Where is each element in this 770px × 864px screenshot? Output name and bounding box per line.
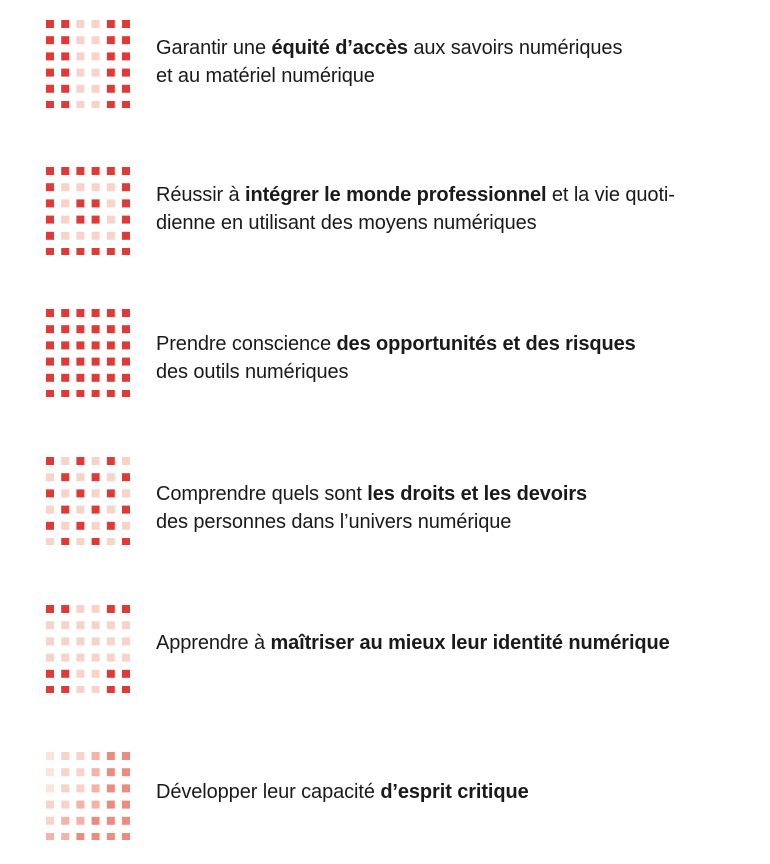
grid-square: [122, 752, 130, 760]
grid-square: [76, 833, 84, 840]
grid-square: [76, 621, 84, 629]
grid-square: [92, 621, 100, 629]
grid-square: [107, 199, 115, 207]
grid-square: [46, 52, 54, 60]
grid-square: [61, 390, 69, 397]
grid-square: [107, 784, 115, 792]
grid-square: [107, 358, 115, 366]
grid-square: [46, 36, 54, 44]
grid-square: [46, 457, 54, 465]
grid-square: [122, 457, 130, 465]
grid-square: [107, 341, 115, 349]
grid-square: [92, 85, 100, 93]
grid-square: [92, 69, 100, 77]
grid-square: [61, 248, 69, 255]
grid-square: [46, 489, 54, 497]
grid-square: [61, 85, 69, 93]
grid-square: [107, 232, 115, 240]
grid-square: [76, 752, 84, 760]
grid-square: [61, 473, 69, 481]
grid-square: [122, 85, 130, 93]
grid-square: [107, 216, 115, 224]
grid-square: [107, 801, 115, 809]
grid-square: [76, 101, 84, 108]
grid-square: [76, 654, 84, 662]
grid-square: [61, 768, 69, 776]
grid-square: [107, 69, 115, 77]
grid-square: [122, 473, 130, 481]
grid-square: [107, 522, 115, 530]
grid-square: [92, 325, 100, 333]
grid-square: [61, 654, 69, 662]
grid-square: [122, 358, 130, 366]
grid-square: [61, 358, 69, 366]
grid-square: [61, 637, 69, 645]
dot-grid-icon: [44, 455, 134, 545]
grid-square: [46, 167, 54, 175]
grid-square: [107, 621, 115, 629]
grid-square: [61, 341, 69, 349]
grid-square: [46, 605, 54, 613]
grid-square: [107, 817, 115, 825]
grid-square: [92, 358, 100, 366]
grid-square: [107, 248, 115, 255]
grid-square: [122, 167, 130, 175]
grid-square: [61, 752, 69, 760]
grid-square: [76, 374, 84, 382]
grid-square: [76, 167, 84, 175]
grid-square: [107, 325, 115, 333]
grid-square: [61, 522, 69, 530]
grid-square: [61, 686, 69, 693]
grid-square: [46, 784, 54, 792]
grid-square: [46, 506, 54, 514]
grid-square: [107, 309, 115, 317]
objective-item-2: [44, 165, 734, 255]
dot-grid-icon: [44, 603, 134, 693]
grid-square: [76, 341, 84, 349]
grid-square: [107, 390, 115, 397]
grid-square: [122, 670, 130, 678]
grid-square: [107, 52, 115, 60]
grid-square: [107, 167, 115, 175]
grid-square: [92, 605, 100, 613]
grid-square: [76, 85, 84, 93]
grid-square: [46, 85, 54, 93]
grid-square: [46, 101, 54, 108]
grid-square: [76, 20, 84, 28]
grid-square: [122, 20, 130, 28]
grid-square: [92, 817, 100, 825]
grid-square: [61, 216, 69, 224]
grid-square: [61, 538, 69, 545]
grid-square: [46, 199, 54, 207]
grid-square: [92, 637, 100, 645]
grid-square: [76, 784, 84, 792]
grid-square: [92, 232, 100, 240]
grid-square: [76, 309, 84, 317]
grid-square: [92, 506, 100, 514]
grid-square: [61, 199, 69, 207]
grid-square: [92, 101, 100, 108]
grid-square: [107, 768, 115, 776]
grid-square: [46, 833, 54, 840]
grid-square: [61, 167, 69, 175]
grid-square: [92, 686, 100, 693]
grid-square: [107, 183, 115, 191]
grid-square: [122, 390, 130, 397]
grid-square: [46, 768, 54, 776]
grid-square: [76, 637, 84, 645]
grid-square: [76, 506, 84, 514]
grid-square: [61, 325, 69, 333]
grid-square: [107, 457, 115, 465]
grid-square: [76, 69, 84, 77]
grid-square: [46, 232, 54, 240]
grid-square: [61, 183, 69, 191]
grid-square: [122, 817, 130, 825]
objective-text-4: Comprendre quels sont les droits et les devoirs des personnes dans l’univers numérique: [156, 483, 588, 533]
grid-square: [76, 605, 84, 613]
grid-square: [107, 637, 115, 645]
objective-item-6: [44, 750, 734, 840]
grid-square: [107, 101, 115, 108]
grid-square: [61, 101, 69, 108]
grid-square: [122, 621, 130, 629]
grid-square: [46, 216, 54, 224]
grid-square: [46, 473, 54, 481]
grid-square: [107, 833, 115, 840]
grid-square: [122, 69, 130, 77]
grid-square: [122, 801, 130, 809]
grid-square: [122, 52, 130, 60]
grid-square: [92, 538, 100, 545]
objective-text-2: Réussir à intégrer le monde professionnel et la vie quoti- dienne en utilisant des moyens numériques: [156, 184, 675, 234]
dot-grid-icon: [44, 750, 134, 840]
grid-square: [76, 199, 84, 207]
objective-text-1: Garantir une équité d’accès aux savoirs numériques et au matériel numérique: [156, 37, 623, 87]
grid-square: [92, 457, 100, 465]
grid-square: [61, 36, 69, 44]
grid-square: [122, 341, 130, 349]
grid-square: [107, 670, 115, 678]
grid-square: [46, 325, 54, 333]
grid-square: [122, 605, 130, 613]
grid-square: [122, 199, 130, 207]
grid-square: [107, 489, 115, 497]
grid-square: [122, 506, 130, 514]
grid-square: [61, 309, 69, 317]
grid-square: [122, 489, 130, 497]
objective-item-4: [44, 455, 734, 545]
grid-square: [46, 538, 54, 545]
grid-square: [122, 768, 130, 776]
grid-square: [46, 752, 54, 760]
grid-square: [76, 489, 84, 497]
grid-square: [46, 637, 54, 645]
grid-square: [122, 325, 130, 333]
grid-square: [92, 522, 100, 530]
grid-square: [61, 20, 69, 28]
grid-square: [46, 358, 54, 366]
grid-square: [92, 801, 100, 809]
grid-square: [61, 621, 69, 629]
grid-square: [46, 69, 54, 77]
objective-item-3: [44, 307, 734, 397]
objective-text-6: Développer leur capacité d’esprit critique: [156, 781, 529, 803]
grid-square: [61, 817, 69, 825]
grid-square: [92, 374, 100, 382]
grid-square: [46, 686, 54, 693]
grid-square: [107, 374, 115, 382]
grid-square: [46, 621, 54, 629]
grid-square: [122, 309, 130, 317]
grid-square: [92, 784, 100, 792]
grid-square: [92, 670, 100, 678]
grid-square: [61, 52, 69, 60]
grid-square: [61, 457, 69, 465]
dot-grid-icon: [44, 307, 134, 397]
grid-square: [46, 390, 54, 397]
grid-square: [76, 801, 84, 809]
grid-square: [46, 522, 54, 530]
grid-square: [46, 309, 54, 317]
grid-square: [76, 538, 84, 545]
grid-square: [92, 52, 100, 60]
grid-square: [46, 817, 54, 825]
dot-grid-icon: [44, 18, 134, 108]
grid-square: [122, 101, 130, 108]
grid-square: [46, 341, 54, 349]
grid-square: [92, 489, 100, 497]
grid-square: [122, 654, 130, 662]
grid-square: [92, 833, 100, 840]
grid-square: [92, 248, 100, 255]
grid-square: [107, 538, 115, 545]
grid-square: [76, 817, 84, 825]
grid-square: [92, 752, 100, 760]
objective-item-1: [44, 18, 734, 108]
grid-square: [107, 85, 115, 93]
grid-square: [92, 36, 100, 44]
grid-square: [76, 358, 84, 366]
grid-square: [107, 473, 115, 481]
grid-square: [46, 20, 54, 28]
grid-square: [92, 309, 100, 317]
grid-square: [76, 686, 84, 693]
grid-square: [76, 248, 84, 255]
grid-square: [92, 654, 100, 662]
grid-square: [76, 670, 84, 678]
grid-square: [92, 473, 100, 481]
grid-square: [46, 654, 54, 662]
grid-square: [76, 325, 84, 333]
grid-square: [76, 390, 84, 397]
grid-square: [92, 183, 100, 191]
grid-square: [122, 232, 130, 240]
grid-square: [92, 768, 100, 776]
grid-square: [122, 637, 130, 645]
grid-square: [92, 216, 100, 224]
grid-square: [61, 489, 69, 497]
grid-square: [107, 20, 115, 28]
grid-square: [76, 473, 84, 481]
grid-square: [76, 768, 84, 776]
grid-square: [122, 538, 130, 545]
dot-grid-icon: [44, 165, 134, 255]
grid-square: [122, 784, 130, 792]
objective-text-3: Prendre conscience des opportunités et des risques des outils numériques: [156, 333, 636, 383]
grid-square: [92, 341, 100, 349]
objective-item-5: [44, 603, 734, 693]
grid-square: [92, 199, 100, 207]
grid-square: [122, 248, 130, 255]
grid-square: [46, 801, 54, 809]
grid-square: [122, 522, 130, 530]
grid-square: [76, 36, 84, 44]
grid-square: [61, 605, 69, 613]
grid-square: [107, 36, 115, 44]
grid-square: [46, 183, 54, 191]
grid-square: [122, 183, 130, 191]
grid-square: [122, 36, 130, 44]
grid-square: [107, 654, 115, 662]
grid-square: [107, 752, 115, 760]
grid-square: [76, 232, 84, 240]
grid-square: [61, 374, 69, 382]
grid-square: [61, 69, 69, 77]
grid-square: [61, 670, 69, 678]
grid-square: [122, 686, 130, 693]
grid-square: [122, 833, 130, 840]
grid-square: [92, 167, 100, 175]
grid-square: [46, 374, 54, 382]
grid-square: [61, 506, 69, 514]
grid-square: [46, 248, 54, 255]
grid-square: [122, 374, 130, 382]
grid-square: [61, 833, 69, 840]
grid-square: [61, 232, 69, 240]
objective-text-5: Apprendre à maîtriser au mieux leur identité numérique: [156, 632, 670, 654]
grid-square: [76, 522, 84, 530]
grid-square: [122, 216, 130, 224]
grid-square: [76, 216, 84, 224]
grid-square: [76, 457, 84, 465]
grid-square: [76, 183, 84, 191]
grid-square: [92, 390, 100, 397]
grid-square: [107, 605, 115, 613]
grid-square: [107, 506, 115, 514]
grid-square: [46, 670, 54, 678]
grid-square: [61, 784, 69, 792]
grid-square: [92, 20, 100, 28]
grid-square: [76, 52, 84, 60]
grid-square: [61, 801, 69, 809]
grid-square: [107, 686, 115, 693]
